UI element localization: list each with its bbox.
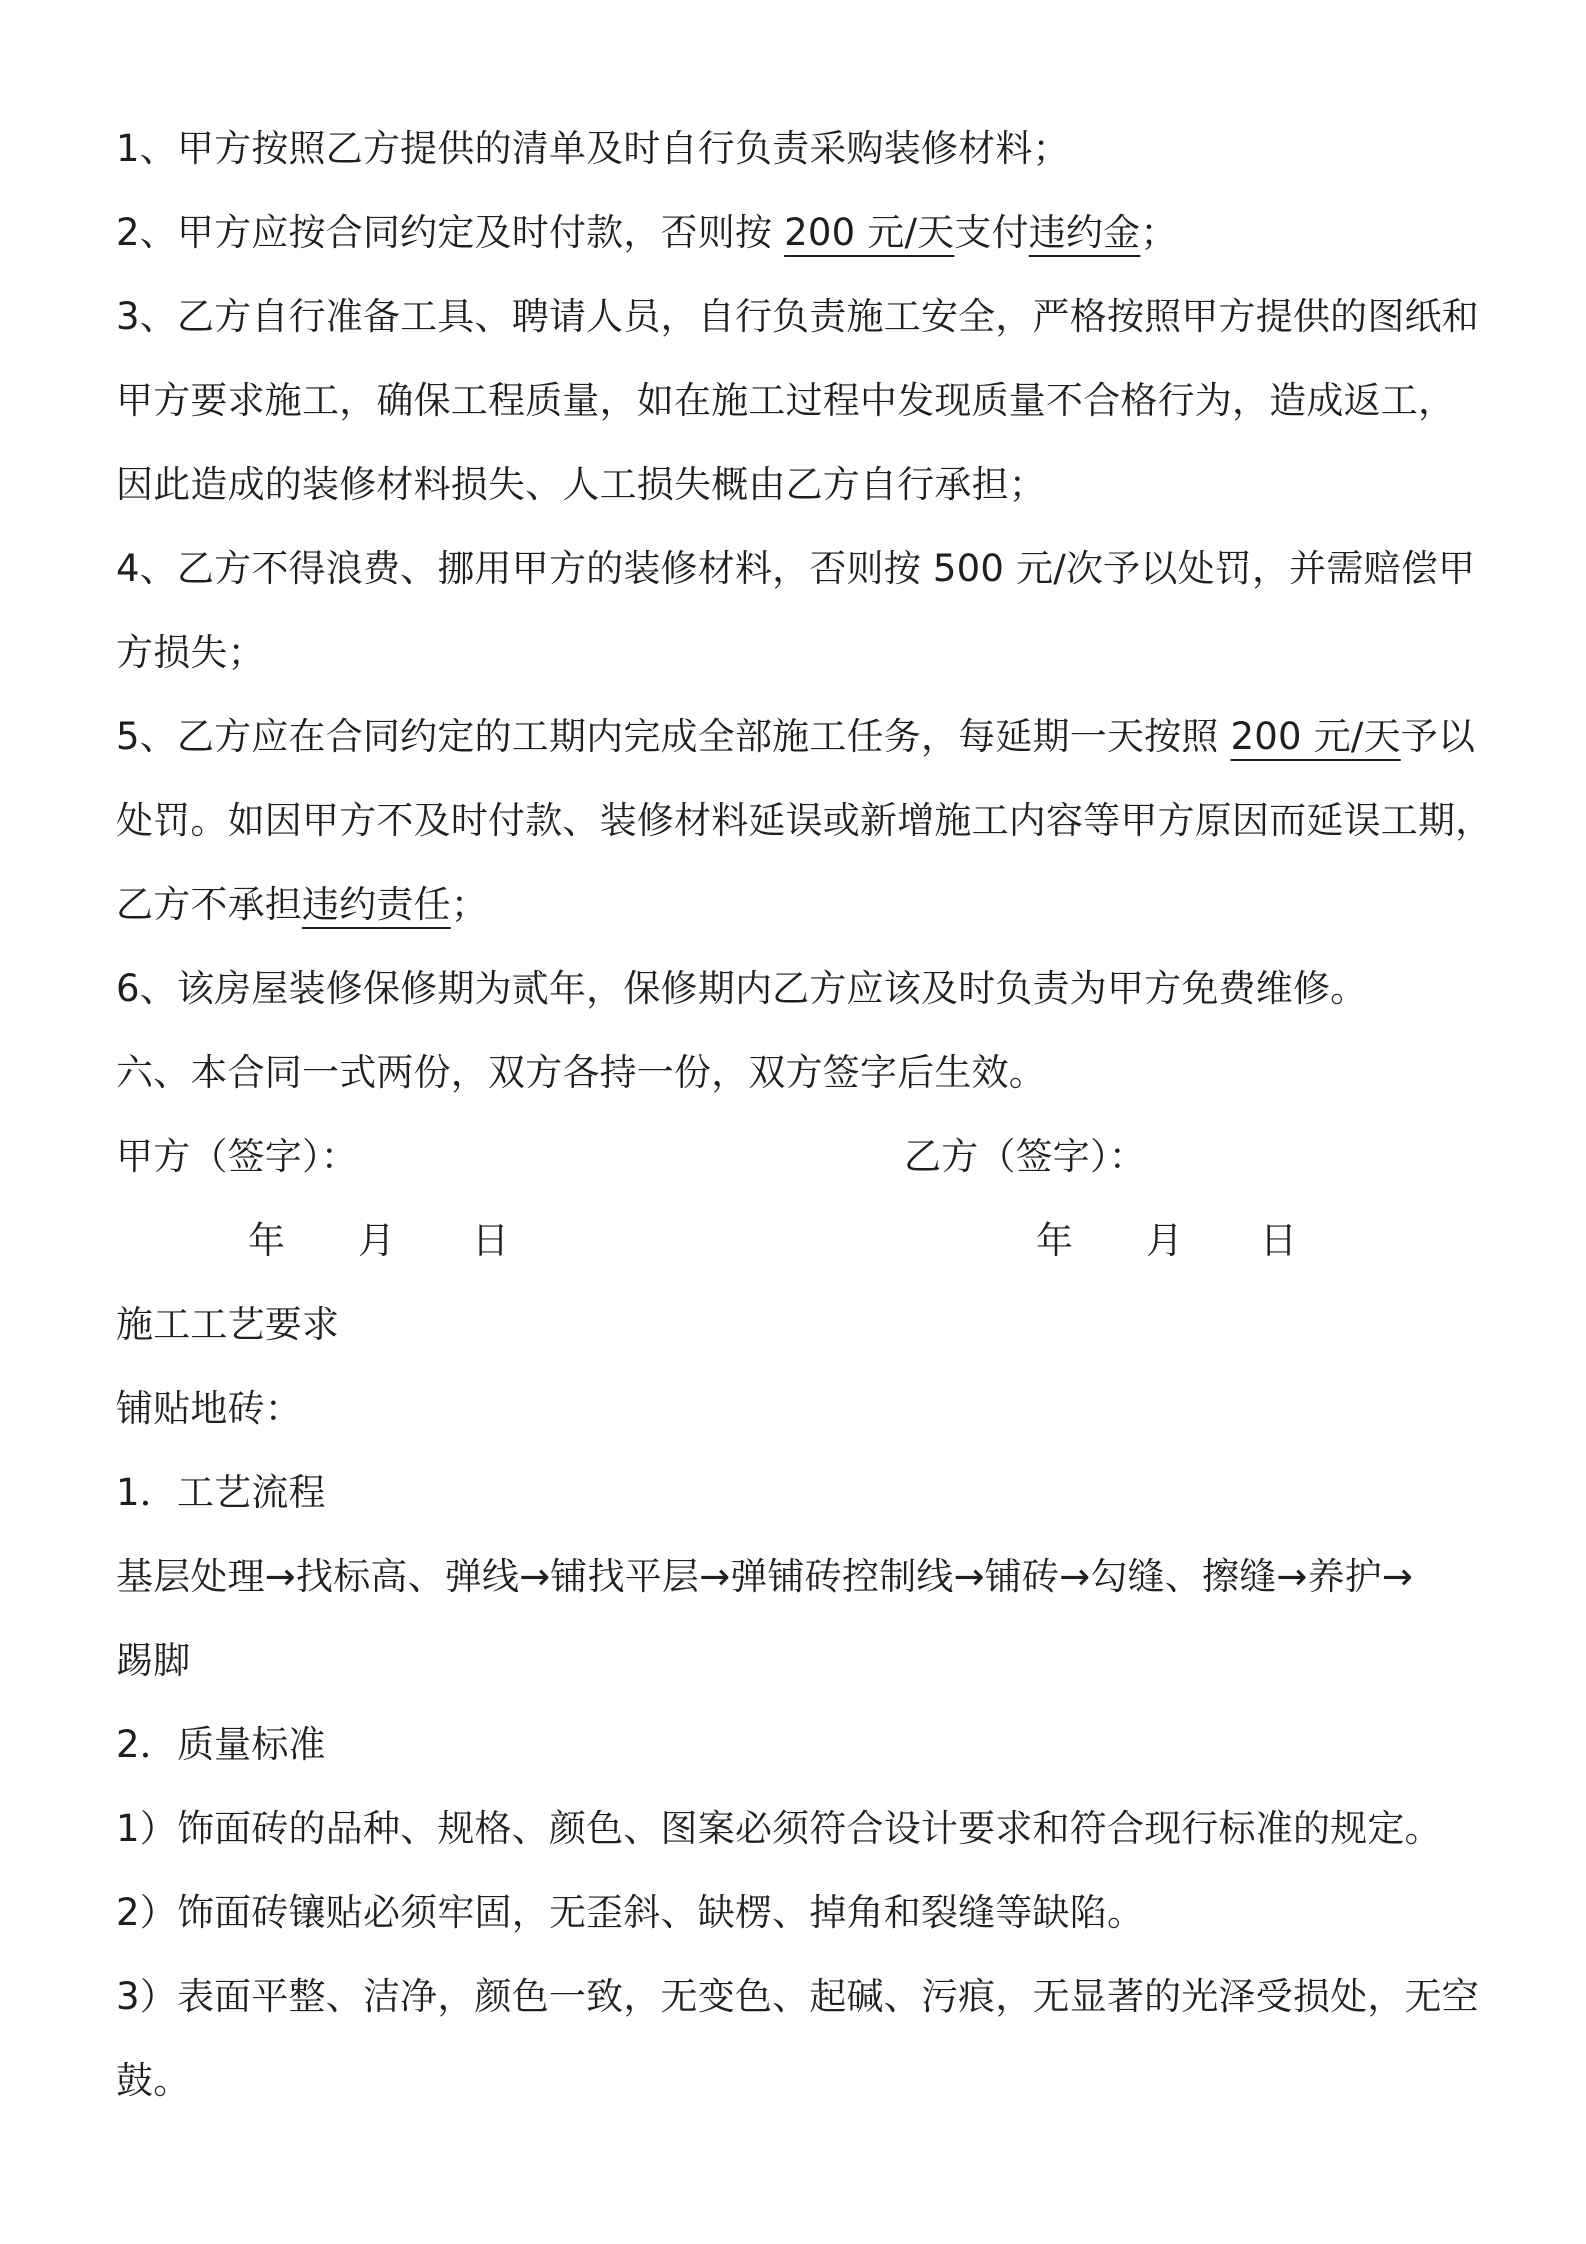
clause-text: 予以 — [1400, 715, 1476, 758]
penalty-rate-underlined: 200 元/天 — [784, 211, 955, 254]
clause-5-line-1 — [116, 715, 1476, 758]
delay-penalty-underlined: 200 元/天 — [1230, 715, 1401, 758]
process-flow-line-2: 踢脚 — [116, 1639, 191, 1682]
party-b-signature-label: 乙方（签字）： — [904, 1135, 1146, 1178]
party-a-month: 月 — [358, 1219, 395, 1262]
clause-number: 5、 — [116, 715, 177, 758]
clause-text: 乙方不得浪费、挪用甲方的装修材料，否则按 500 元/次予以处罚，并需赔偿甲 — [176, 547, 1476, 590]
party-b-day: 日 — [1260, 1219, 1297, 1262]
quality-item-3-line-1: 3）表面平整、洁净，颜色一致，无变色、起碱、污痕，无显著的光泽受损处，无空 — [116, 1975, 1479, 2018]
clause-text: 乙方自行准备工具、聘请人员，自行负责施工安全，严格按照甲方提供的图纸和 — [176, 295, 1479, 338]
clause-number: 4、 — [116, 547, 177, 590]
clause-number: 6、 — [116, 967, 177, 1010]
section-six: 六、本合同一式两份，双方各持一份，双方签字后生效。 — [116, 1051, 1046, 1094]
quality-item-3-line-2: 鼓。 — [116, 2059, 191, 2102]
clause-3-line-3: 因此造成的装修材料损失、人工损失概由乙方自行承担； — [116, 463, 1046, 506]
clause-text: 甲方按照乙方提供的清单及时自行负责采购装修材料； — [176, 127, 1070, 170]
clause-text: ； — [1140, 211, 1178, 254]
clause-number: 2、 — [116, 211, 177, 254]
clause-number: 3、 — [116, 295, 177, 338]
craft-title: 施工工艺要求 — [116, 1303, 340, 1346]
clause-4-line-2: 方损失； — [116, 631, 265, 674]
quality-item-1: 1）饰面砖的品种、规格、颜色、图案必须符合设计要求和符合现行标准的规定。 — [116, 1807, 1442, 1850]
quality-item-2: 2）饰面砖镶贴必须牢固，无歪斜、缺楞、掉角和裂缝等缺陷。 — [116, 1891, 1145, 1934]
clause-text: 甲方应按合同约定及时付款，否则按 — [176, 211, 785, 254]
clause-4-line-1 — [116, 547, 1476, 590]
liability-underlined: 违约责任 — [302, 883, 451, 926]
clause-3-line-1 — [116, 295, 1479, 338]
party-a-year: 年 — [248, 1219, 285, 1262]
clause-text: 支付 — [954, 211, 1029, 254]
liquidated-damages-underlined: 违约金 — [1028, 211, 1141, 254]
party-a-day: 日 — [472, 1219, 509, 1262]
party-b-month: 月 — [1146, 1219, 1183, 1262]
process-heading: 1．工艺流程 — [116, 1471, 326, 1514]
party-a-signature-label: 甲方（签字）： — [116, 1135, 358, 1178]
clause-5-line-3 — [116, 883, 489, 926]
clause-5-line-2: 处罚。如因甲方不及时付款、装修材料延误或新增施工内容等甲方原因而延误工期， — [116, 799, 1493, 842]
craft-subtitle: 铺贴地砖： — [116, 1387, 302, 1430]
clause-number: 1、 — [116, 127, 177, 170]
clause-6 — [116, 967, 1368, 1010]
clause-text: ； — [450, 883, 489, 926]
clause-text: 乙方应在合同约定的工期内完成全部施工任务，每延期一天按照 — [176, 715, 1231, 758]
quality-heading: 2．质量标准 — [116, 1723, 326, 1766]
clause-text: 乙方不承担 — [116, 883, 302, 926]
clause-1 — [116, 127, 1070, 170]
clause-text: 该房屋装修保修期为贰年，保修期内乙方应该及时负责为甲方免费维修。 — [176, 967, 1368, 1010]
clause-3-line-2: 甲方要求施工，确保工程质量，如在施工过程中发现质量不合格行为，造成返工， — [116, 379, 1456, 422]
process-flow-line-1: 基层处理→找标高、弹线→铺找平层→弹铺砖控制线→铺砖→勾缝、擦缝→养护→ — [116, 1555, 1414, 1598]
party-b-year: 年 — [1036, 1219, 1073, 1262]
clause-2 — [116, 211, 1178, 254]
